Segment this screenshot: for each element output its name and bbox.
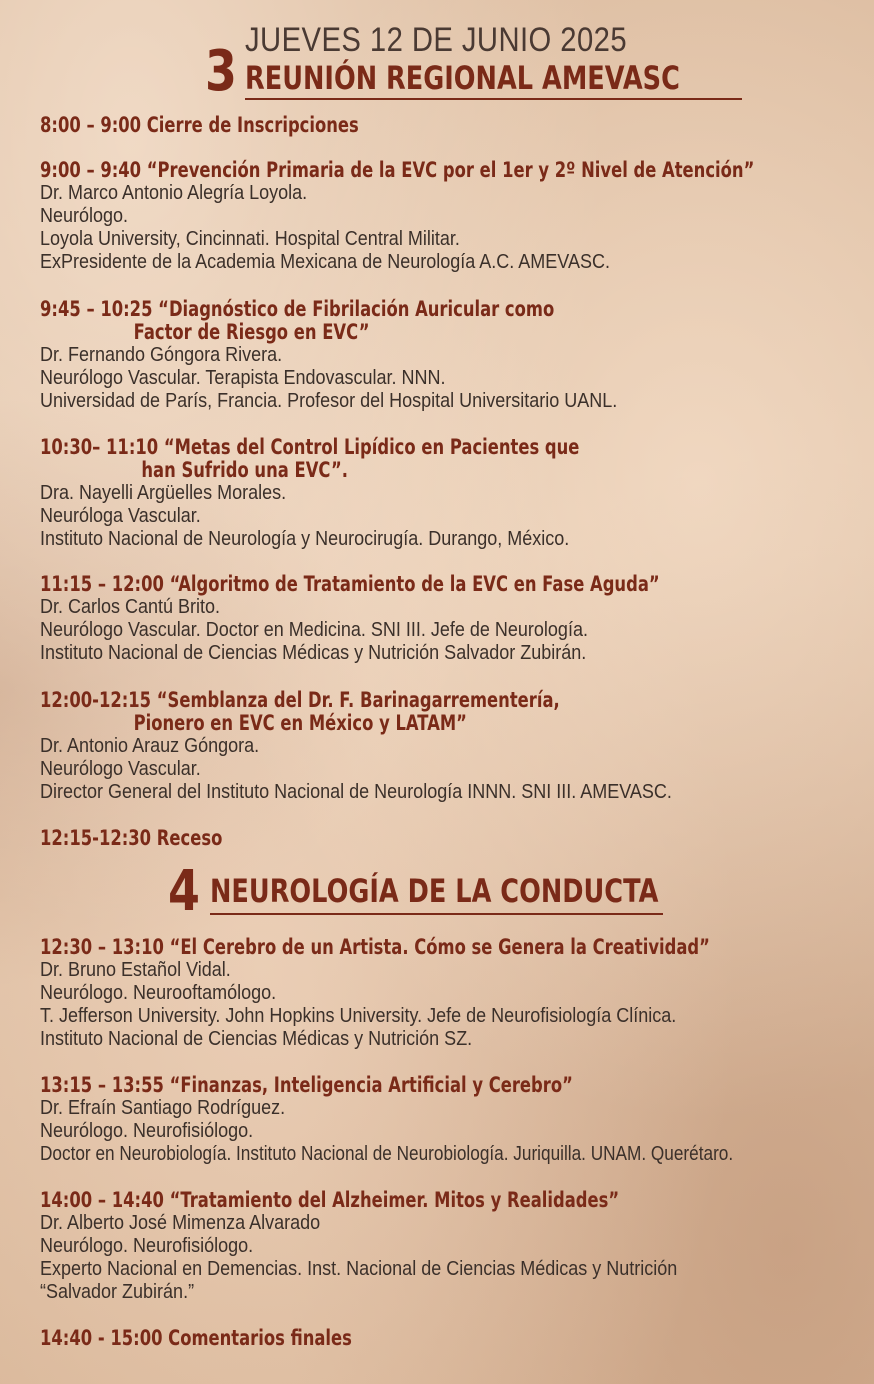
speaker-specialty: Neurólogo Vascular. Terapista Endovascular. NNN. (40, 367, 446, 389)
agenda-item-finanzas (40, 1074, 840, 1166)
speaker-specialty: Neuróloga Vascular. (40, 505, 201, 527)
speaker-specialty: Neurólogo. (40, 205, 129, 227)
speaker-affiliation: Director General del Instituto Nacional de Neurología INNN. SNI III. AMEVASC. (40, 781, 672, 803)
speaker-name: Dra. Nayelli Argüelles Morales. (40, 482, 287, 504)
speaker-name: Dr. Fernando Góngora Rivera. (40, 344, 283, 366)
item-title: 14:00 – 14:40 “Tratamiento del Alzheimer. Mitos y Realidades” (40, 1188, 620, 1212)
item-title: 9:00 – 9:40 “Prevención Primaria de la EVC por el 1er y 2º Nivel de Atención” (40, 158, 755, 182)
agenda-item-receso (40, 827, 840, 850)
agenda-item-cerebro-artista (40, 936, 840, 1051)
speaker-institution: Instituto Nacional de Ciencias Médicas y Nutrición SZ. (40, 1028, 473, 1050)
item-title-cont: Pionero en EVC en México y LATAM” (133, 711, 467, 735)
speaker-institution: “Salvador Zubirán.” (40, 1281, 195, 1303)
speaker-position: ExPresidente de la Academia Mexicana de Neurología A.C. AMEVASC. (40, 251, 610, 273)
agenda-item-fibrilacion (40, 298, 840, 413)
speaker-name: Dr. Marco Antonio Alegría Loyola. (40, 182, 308, 204)
agenda-item-semblanza (40, 689, 840, 804)
section-3-title: REUNIÓN REGIONAL AMEVASC (245, 59, 680, 97)
item-title: 10:30– 11:10 “Metas del Control Lipídico en Pacientes que (40, 435, 580, 459)
speaker-name: Dr. Alberto José Mimenza Alvarado (40, 1212, 321, 1234)
agenda-item-comentarios (40, 1327, 840, 1350)
item-title: 13:15 – 13:55 “Finanzas, Inteligencia Artificial y Cerebro” (40, 1073, 573, 1097)
item-title: 11:15 – 12:00 “Algoritmo de Tratamiento de la EVC en Fase Aguda” (40, 572, 660, 596)
agenda-item-lipidico (40, 436, 840, 551)
item-title: 9:45 – 10:25 “Diagnóstico de Fibrilación Auricular como (40, 297, 555, 321)
section-4-underline (210, 913, 663, 915)
item-title: 12:30 – 13:10 “El Cerebro de un Artista. Cómo se Genera la Creatividad” (40, 935, 710, 959)
speaker-affiliation: Instituto Nacional de Neurología y Neurocirugía. Durango, México. (40, 528, 570, 550)
speaker-specialty: Neurólogo. Neurofisiólogo. (40, 1235, 254, 1257)
item-title-cont: Factor de Riesgo en EVC” (133, 320, 370, 344)
item-title: 12:00-12:15 “Semblanza del Dr. F. Barinagarrementería, (40, 688, 560, 712)
agenda-item-registration (40, 114, 840, 137)
section-3-underline (245, 98, 742, 100)
speaker-specialty: Neurólogo. Neurofisiólogo. (40, 1120, 254, 1142)
speaker-affiliation: Experto Nacional en Demencias. Inst. Nacional de Ciencias Médicas y Nutrición (40, 1258, 678, 1280)
speaker-name: Dr. Efraín Santiago Rodríguez. (40, 1097, 286, 1119)
speaker-name: Dr. Bruno Estañol Vidal. (40, 959, 231, 981)
agenda-item-alzheimer (40, 1189, 840, 1304)
section-number-4: 4 (168, 859, 200, 924)
item-title: 8:00 – 9:00 Cierre de Inscripciones (40, 113, 359, 137)
speaker-affiliation: Universidad de París, Francia. Profesor del Hospital Universitario UANL. (40, 390, 618, 412)
agenda-item-prevencion (40, 159, 840, 274)
item-title: 12:15-12:30 Receso (40, 826, 223, 850)
speaker-name: Dr. Carlos Cantú Brito. (40, 596, 221, 618)
speaker-affiliation: Loyola University, Cincinnati. Hospital Central Militar. (40, 228, 460, 250)
speaker-specialty: Neurólogo Vascular. (40, 758, 201, 780)
speaker-affiliation: Doctor en Neurobiología. Instituto Nacional de Neurobiología. Juriquilla. UNAM. Querétaro. (40, 1143, 734, 1165)
item-title: 14:40 - 15:00 Comentarios finales (40, 1326, 352, 1350)
speaker-affiliation: T. Jefferson University. John Hopkins University. Jefe de Neurofisiología Clínica. (40, 1005, 677, 1027)
item-title-cont: han Sufrido una EVC”. (141, 458, 348, 482)
section-number-3: 3 (205, 39, 237, 104)
agenda-item-algoritmo (40, 573, 840, 665)
speaker-affiliation: Instituto Nacional de Ciencias Médicas y Nutrición Salvador Zubirán. (40, 642, 587, 664)
speaker-specialty: Neurólogo Vascular. Doctor en Medicina. SNI III. Jefe de Neurología. (40, 619, 588, 641)
section-4-title: NEUROLOGÍA DE LA CONDUCTA (210, 872, 659, 910)
event-date: JUEVES 12 DE JUNIO 2025 (245, 21, 628, 59)
speaker-name: Dr. Antonio Arauz Góngora. (40, 735, 260, 757)
speaker-specialty: Neurólogo. Neurooftamólogo. (40, 982, 277, 1004)
